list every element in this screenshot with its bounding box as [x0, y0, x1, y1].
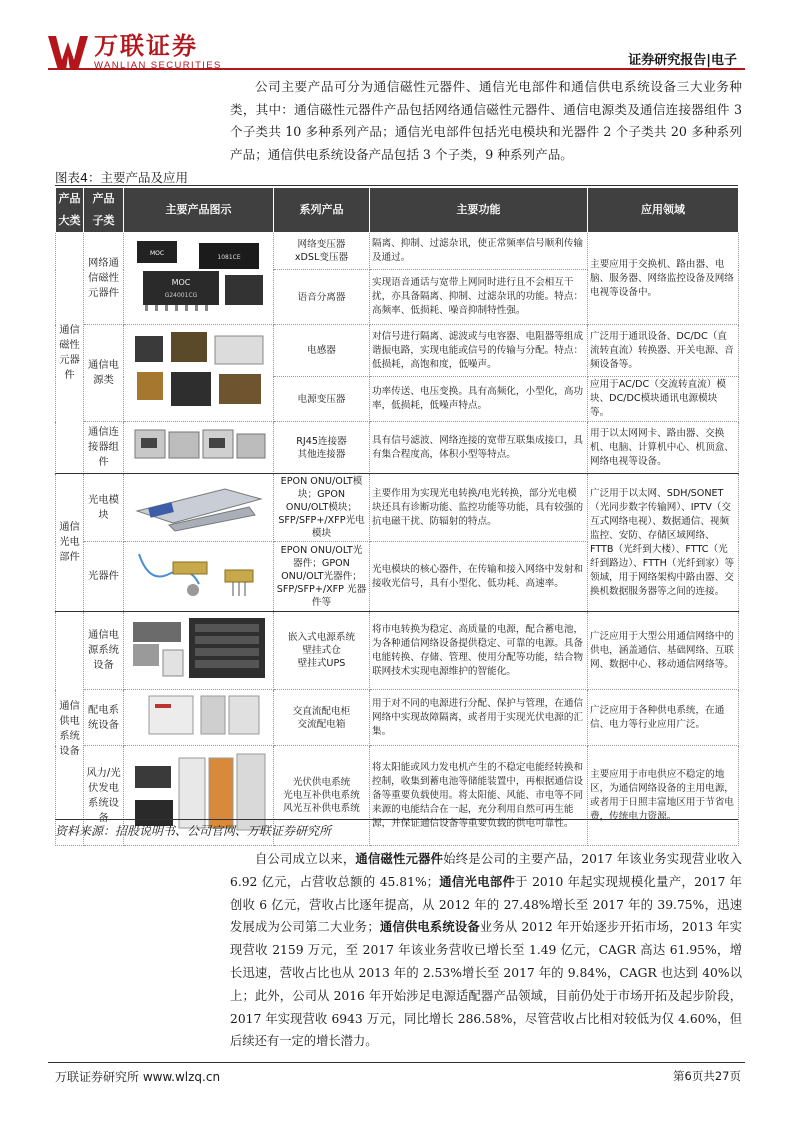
series-wind-solar: 光伏供电系统 光电互补供电系统 风光互补供电系统: [274, 746, 370, 846]
table-row: [56, 325, 739, 377]
wanlian-logo-icon: [48, 36, 88, 70]
optical-device-icon: [129, 544, 269, 604]
function-power-system: 将市电转换为稳定、高质量的电源，配合蓄电池，为各种通信网络设备提供稳定、可靠的电源。具备电能转换、存储、管理、使用分配等功能，结合物联网技术实现电源维护的智能化。: [370, 612, 588, 690]
footer-website: 万联证券研究所 www.wlzq.cn: [55, 1070, 221, 1084]
function-optical-device: 光电模块的核心器件，在传输和接入网络中发射和接收光信号，具有小型化、低功耗、高速率。: [370, 542, 588, 612]
figure-bottom-rule: [55, 819, 738, 820]
function-optical-module: 主要作用为实现光电转换/电光转换，部分光电模块还具有诊断功能、监控功能等功能，具有较强的抗电磁干扰、防辐射的特点。: [370, 474, 588, 542]
function-voice-splitter: 实现语音通话与宽带上网同时进行且不会相互干扰，亦具备隔离、抑制、过滤杂讯的功能。特点：高频率、低损耗、噪音抑制特性强。: [370, 270, 588, 325]
application-inductor: 广泛用于通讯设备、DC/DC（直流转直流）转换器、开关电源、音频设备等。: [588, 325, 739, 377]
table-header-row: [56, 188, 739, 233]
distribution-image: [124, 690, 274, 746]
series-optical-module: EPON ONU/OLT模块；GPON ONU/OLT模块；SFP/SFP+/XFP光电模块: [274, 474, 370, 542]
category-power: 通信供电系统设备: [56, 612, 84, 846]
table-row: [56, 422, 739, 474]
power-magnetics-image: [124, 325, 274, 422]
header-function: 主要功能: [370, 188, 588, 233]
header-subcategory: 产品 子类: [84, 188, 124, 233]
product-table: [55, 187, 739, 846]
subcategory-optical-device: 光器件: [84, 542, 124, 612]
subcategory-power-system: 通信电源系统设备: [84, 612, 124, 690]
series-power-transformer: 电源变压器: [274, 377, 370, 422]
rj45-connector-icon: [129, 424, 269, 466]
report-section-label: 证券研究报告|电子: [628, 53, 737, 68]
header-image: 主要产品图示: [124, 188, 274, 233]
series-optical-device: EPON ONU/OLT光器件；GPON ONU/OLT光器件；SFP/SFP+/XFP 光器件等: [274, 542, 370, 612]
function-power-transformer: 功率传送、电压变换。具有高频化，小型化，高功率，低损耗，低噪声特点。: [370, 377, 588, 422]
logo-english-name: WANLIAN SECURITIES: [94, 60, 222, 71]
table-row: [56, 233, 739, 270]
application-power-transformer: 应用于AC/DC（交流转直流）模块、DC/DC模块通讯电源模块等。: [588, 377, 739, 422]
header-divider: [48, 68, 745, 70]
table-row: [56, 690, 739, 746]
subcategory-distribution: 配电系统设备: [84, 690, 124, 746]
subcategory-connector: 通信连接器组件: [84, 422, 124, 474]
application-connector: 用于以太网网卡、路由器、交换机、电脑、计算机中心、机顶盒、网络电视等设备。: [588, 422, 739, 474]
svg-text:G24001CG: G24001CG: [164, 292, 197, 299]
optical-module-image: [124, 474, 274, 542]
svg-text:1081CE: 1081CE: [216, 254, 241, 261]
footer-divider: [48, 1062, 745, 1063]
series-power-system: 嵌入式电源系统 壁挂式仓 壁挂式UPS: [274, 612, 370, 690]
header-category: 产品 大类: [56, 188, 84, 233]
chip-components-icon: [129, 235, 269, 317]
application-optical: 广泛用于以太网、SDH/SONET（光同步数字传输网）、IPTV（交互式网络电视）、数据通信、视频监控、安防、存储区域网络、FTTB（光纤到大楼）、FTTC（光纤到路边）、FTTH（光纤到家）等领域，用于网络架构中路由器、交换机数据服务器等之间的连接。: [588, 474, 739, 612]
figure-caption: 图表4：主要产品及应用: [55, 170, 188, 185]
footer-page-number: 第6页共27页: [673, 1069, 741, 1083]
subcategory-optical-module: 光电模块: [84, 474, 124, 542]
subcategory-network: 网络通信磁性元器件: [84, 233, 124, 325]
table-row: [56, 474, 739, 542]
application-power-system: 广泛应用于大型公用通信网络中的供电，涵盖通信、基础网络、互联网、数据中心、移动通信网络等。: [588, 612, 739, 690]
svg-text:MOC: MOC: [171, 278, 190, 287]
series-voice-splitter: 语音分离器: [274, 270, 370, 325]
connector-image: [124, 422, 274, 474]
series-inductor: 电感器: [274, 325, 370, 377]
header-application: 应用领域: [588, 188, 739, 233]
application-network: 主要应用于交换机、路由器、电脑、服务器、网络监控设备及网络电视等设备中。: [588, 233, 739, 325]
application-distribution: 广泛应用于各种供电系统，在通信、电力等行业应用广泛。: [588, 690, 739, 746]
function-network-transformer: 隔离、抑制、过滤杂讯，使正常频率信号顺利传输及通过。: [370, 233, 588, 270]
function-connector: 具有信号滤波、网络连接的宽带互联集成接口，具有集合程度高，体积小型等特点。: [370, 422, 588, 474]
power-cabinet-icon: [129, 614, 269, 682]
logo-chinese-name: 万联证券: [94, 32, 198, 60]
function-distribution: 用于对不同的电源进行分配、保护与管理，在通信网络中实现故障隔离，或者用于实现光伏电源的汇集。: [370, 690, 588, 746]
figure-source: 资料来源：招股说明书、公司官网、万联证券研究所: [55, 824, 332, 838]
function-inductor: 对信号进行隔离、滤波或与电容器、电阻器等组成谐振电路，实现电能或信号的传输与分配。特点：低损耗，高饱和度，低噪声。: [370, 325, 588, 377]
table-row: [56, 612, 739, 690]
inductor-components-icon: [129, 328, 269, 414]
body-paragraph: 自公司成立以来，通信磁性元器件始终是公司的主要产品，2017 年该业务实现营业收入 6.92 亿元，占营收总额的 45.81%；通信光电部件于 2010 年起实现规模化量产，2017 年创收 6 亿元，营收占比逐年提高，从 2012 年的 27.48%增长至 2017 年的 39.75%，迅速发展成为公司第二大业务；通信供电系统设备业务从 2012 年开始逐步开拓市场，2013 年实现营收 2159 万元，至 2017 年该业务营收已增长至 1.49 亿元，CAGR 高达 61.95%，增长迅速，营收占比也从 2013 年的 2.53%增长至 2017 年的 9.84%，CAGR 也达到 40%以上；此外，公司从 2016 年开始涉足电源适配器产品领域，目前仍处于市场开拓及起步阶段，2017 年实现营收 6943 万元，同比增长 286.58%，尽管营收占比相对较低为仅 4.60%，但后续还有一定的增长潜力。: [230, 852, 742, 1049]
header-series: 系列产品: [274, 188, 370, 233]
optical-transceiver-icon: [129, 477, 269, 533]
svg-text:MOC: MOC: [149, 250, 164, 257]
distribution-cabinet-icon: [129, 692, 269, 738]
figure-top-rule: [55, 185, 738, 186]
intro-paragraph: 公司主要产品可分为通信磁性元器件、通信光电部件和通信供电系统设备三大业务种类，其中：通信磁性元器件产品包括网络通信磁性元器件、通信电源类及通信连接器组件 3 个子类共 10 多种系列产品；通信光电部件包括光电模块和光器件 2 个子类共 20 多种系列产品；通信供电系统设备产品包括 3 个子类，9 种系列产品。: [230, 79, 742, 162]
application-wind-solar: 主要应用于市电供应不稳定的地区，为通信网络设备的主用电源，或者用于日照丰富地区用于节省电费，传统电力资源。: [588, 746, 739, 846]
series-connector: RJ45连接器 其他连接器: [274, 422, 370, 474]
optical-device-image: [124, 542, 274, 612]
category-optical: 通信光电部件: [56, 474, 84, 612]
network-magnetics-image: [124, 233, 274, 325]
company-logo: [48, 34, 222, 72]
power-system-image: [124, 612, 274, 690]
subcategory-wind-solar: 风力/光伏发电系统设备: [84, 746, 124, 846]
subcategory-power: 通信电源类: [84, 325, 124, 422]
series-distribution: 交直流配电柜 交流配电箱: [274, 690, 370, 746]
series-network-transformer: 网络变压器 xDSL变压器: [274, 233, 370, 270]
category-magnetic: 通信磁性元器件: [56, 233, 84, 474]
function-wind-solar: 将太阳能或风力发电机产生的不稳定电能经转换和控制，收集到蓄电池等储能装置中，再根据通信设备等重要负载使用。将太阳能、风能、市电等不同来源的电能结合在一起，充分利用自然可再生能源，并保证通信设备等重要负载的供电可靠性。: [370, 746, 588, 846]
